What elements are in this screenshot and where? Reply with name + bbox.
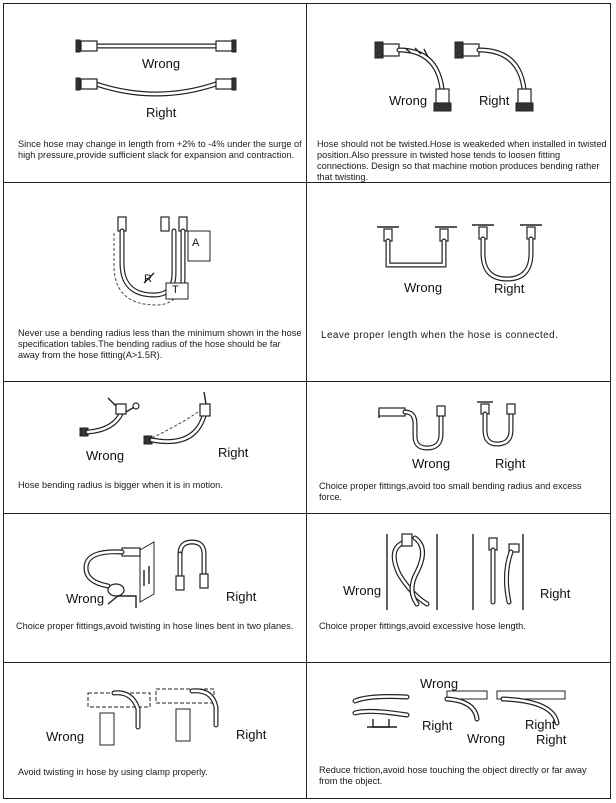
- caption: Avoid twisting in hose by using clamp properly.: [18, 767, 208, 777]
- dimension-t-label: T: [172, 284, 179, 296]
- proper-length-illustration: [307, 183, 610, 381]
- right-label: Right: [494, 281, 525, 296]
- wrong-label-top: Wrong: [420, 676, 459, 691]
- caption: Choice proper fittings,avoid excessive hose length.: [319, 621, 526, 631]
- right-label: Right: [236, 727, 267, 742]
- panel-excessive-length: [307, 514, 610, 662]
- right-label: Right: [495, 456, 526, 471]
- panel-two-planes: [4, 514, 306, 662]
- panel-twisting: [307, 4, 610, 182]
- caption: Hose should not be twisted.Hose is weakeded when installed in twisted position.Also pressure in twisted hose tends to loosen fitting connections. Design so that machine motion produces bending rather that twisting.: [317, 139, 607, 182]
- wrong-label: Wrong: [66, 591, 105, 606]
- right-label-left: Right: [422, 718, 453, 733]
- wrong-label: Wrong: [412, 456, 451, 471]
- dimension-a-label: A: [192, 237, 200, 249]
- right-label: Right: [479, 93, 510, 108]
- right-label: Right: [540, 586, 571, 601]
- wrong-label: Wrong: [46, 729, 85, 744]
- wrong-label: Wrong: [142, 56, 181, 71]
- caption: Choice proper fittings,avoid twisting in hose lines bent in two planes.: [16, 621, 294, 631]
- radius-r-label: R: [144, 273, 152, 285]
- panel-clamp: [4, 663, 306, 799]
- wrong-label: Wrong: [343, 583, 382, 598]
- right-label: Right: [146, 105, 177, 120]
- wrong-label-bottom: Wrong: [467, 731, 506, 746]
- wrong-label: Wrong: [86, 448, 125, 463]
- panel-proper-length: [307, 183, 610, 381]
- caption: Reduce friction,avoid hose touching the object directly or far away from the object.: [319, 765, 587, 786]
- right-label-right: Right: [525, 717, 556, 732]
- right-label-bottom: Right: [536, 732, 567, 747]
- caption: Hose bending radius is bigger when it is in motion.: [18, 480, 223, 490]
- wrong-label: Wrong: [404, 280, 443, 295]
- wrong-label: Wrong: [389, 93, 428, 108]
- panel-motion: [4, 382, 306, 513]
- panel-friction: [307, 663, 610, 799]
- panel-bending-radius: [4, 183, 306, 381]
- caption: Never use a bending radius less than the minimum shown in the hose specification tables.The bending radius of the hose should be far away from the hose fitting(A>1.5R).: [18, 328, 302, 360]
- right-label: Right: [226, 589, 257, 604]
- right-label: Right: [218, 445, 249, 460]
- motion-illustration: [4, 382, 306, 513]
- two-planes-illustration: [4, 514, 306, 662]
- panel-fittings-radius: [307, 382, 610, 513]
- panel-slack: [4, 4, 306, 182]
- caption: Leave proper length when the hose is connected.: [321, 330, 559, 341]
- caption: Since hose may change in length from +2% to -4% under the surge of high pressure,provide sufficient slack for expansion and contraction.: [18, 139, 302, 160]
- caption: Choice proper fittings,avoid too small bending radius and excess force.: [319, 481, 582, 502]
